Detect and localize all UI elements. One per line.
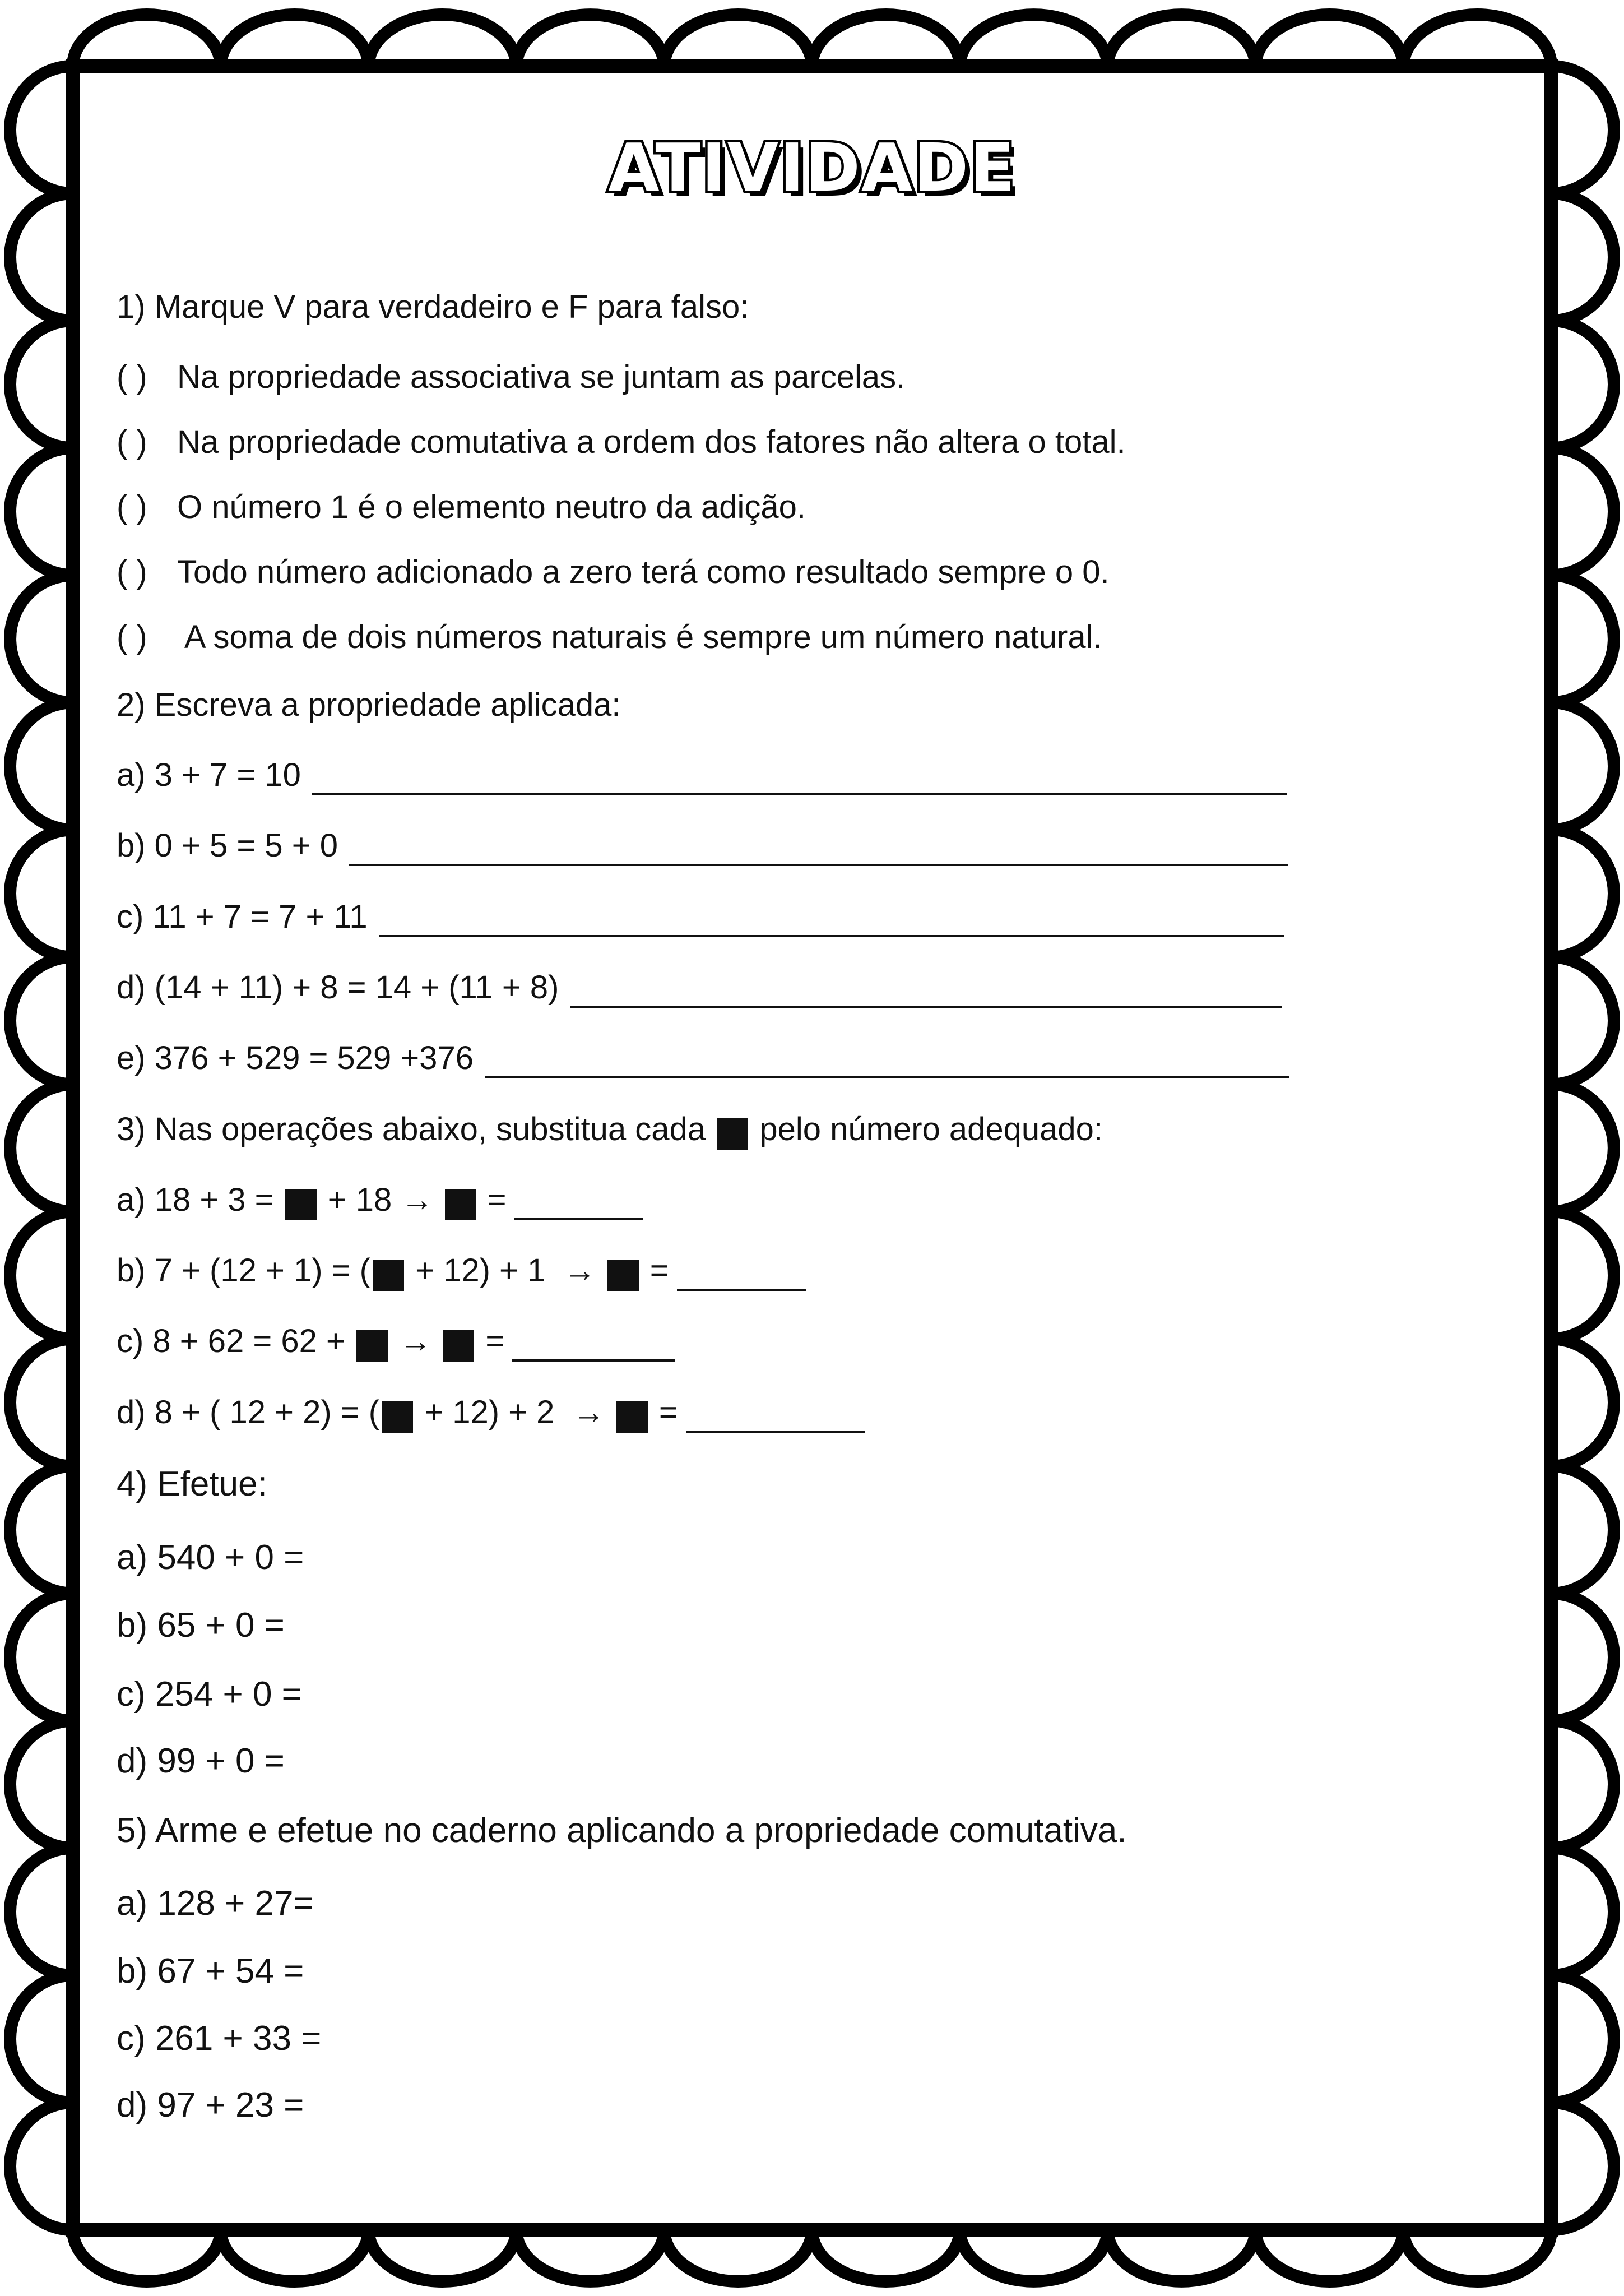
- q1-item-text: A soma de dois números naturais é sempre um número natural.: [177, 619, 1102, 655]
- answer-parens: ( ): [117, 619, 147, 655]
- q1-item-text: Na propriedade associativa se juntam as parcelas.: [177, 359, 906, 395]
- black-square-icon: [443, 1330, 474, 1362]
- q3-heading-start: 3) Nas operações abaixo, substitua cada: [117, 1111, 706, 1147]
- answer-line: [677, 1256, 806, 1291]
- q3-text: a) 18 + 3 =: [117, 1182, 274, 1218]
- q3-heading: [117, 1109, 1103, 1150]
- q2-expression: d) (14 + 11) + 8 = 14 + (11 + 8): [117, 969, 559, 1006]
- q1-item-text: O número 1 é o elemento neutro da adição.: [177, 489, 806, 525]
- answer-parens: ( ): [117, 489, 147, 525]
- answer-line: [512, 1327, 675, 1362]
- answer-line: [686, 1398, 865, 1433]
- q2-item-d: [117, 968, 1282, 1008]
- q2-item-b: [117, 826, 1288, 866]
- q5-item-b: b) 67 + 54 =: [117, 1952, 304, 1991]
- black-square-icon: [373, 1260, 404, 1291]
- q2-heading: 2) Escreva a propriedade aplicada:: [117, 687, 621, 723]
- answer-parens: ( ): [117, 424, 147, 460]
- q1-item-5: [117, 617, 1102, 658]
- q5-item-c: c) 261 + 33 =: [117, 2019, 322, 2058]
- q1-item-text: Todo número adicionado a zero terá como resultado sempre o 0.: [177, 554, 1110, 590]
- q1-item-text: Na propriedade comutativa a ordem dos fatores não altera o total.: [177, 424, 1126, 460]
- q3-item-b: [117, 1251, 806, 1291]
- answer-parens: ( ): [117, 554, 147, 590]
- page-title: ATIVIDADE: [608, 129, 1016, 206]
- black-square-icon: [285, 1189, 317, 1220]
- q2-expression: c) 11 + 7 = 7 + 11: [117, 899, 368, 935]
- q1-item-2: [117, 422, 1126, 462]
- q5-item-d: d) 97 + 23 =: [117, 2086, 304, 2124]
- q4-item-a: a) 540 + 0 =: [117, 1538, 304, 1577]
- q3-text: b) 7 + (12 + 1) = (: [117, 1252, 370, 1289]
- q1-item-4: [117, 552, 1110, 592]
- q3-text: →: [399, 1323, 432, 1359]
- answer-line: [312, 761, 1287, 795]
- black-square-icon: [382, 1401, 413, 1433]
- answer-line: [349, 831, 1288, 866]
- q2-item-a: [117, 755, 1287, 795]
- q3-item-a: [117, 1180, 643, 1220]
- q2-expression: b) 0 + 5 = 5 + 0: [117, 827, 338, 864]
- q3-item-c: [117, 1321, 675, 1362]
- q3-text: + 12) + 2 →: [424, 1394, 605, 1431]
- answer-line: [379, 902, 1284, 937]
- q1-item-3: [117, 487, 806, 527]
- q3-heading-end: pelo número adequado:: [759, 1111, 1103, 1147]
- q5-heading: 5) Arme e efetue no caderno aplicando a propriedade comutativa.: [117, 1811, 1127, 1850]
- q2-item-c: [117, 897, 1284, 937]
- answer-parens: ( ): [117, 359, 147, 395]
- black-square-icon: [445, 1189, 476, 1220]
- q3-text: c) 8 + 62 = 62 +: [117, 1323, 345, 1359]
- q2-item-e: [117, 1038, 1289, 1078]
- q3-text: =: [658, 1394, 678, 1431]
- q4-item-c: c) 254 + 0 =: [117, 1675, 302, 1714]
- black-square-icon: [607, 1260, 639, 1291]
- black-square-icon: [356, 1330, 388, 1362]
- answer-line: [485, 1044, 1289, 1078]
- black-square-icon: [616, 1401, 648, 1433]
- q2-expression: a) 3 + 7 = 10: [117, 757, 301, 793]
- q3-text: =: [649, 1252, 669, 1289]
- q1-item-1: [117, 357, 905, 397]
- q4-item-d: d) 99 + 0 =: [117, 1742, 285, 1780]
- q4-item-b: b) 65 + 0 =: [117, 1606, 285, 1645]
- q3-text: + 18 →: [327, 1182, 434, 1218]
- q3-text: + 12) + 1 →: [415, 1252, 596, 1289]
- q4-heading: 4) Efetue:: [117, 1465, 267, 1503]
- q5-item-a: a) 128 + 27=: [117, 1884, 314, 1923]
- q3-text: d) 8 + ( 12 + 2) = (: [117, 1394, 380, 1431]
- q1-heading: 1) Marque V para verdadeiro e F para falso:: [117, 289, 749, 325]
- answer-line: [514, 1186, 643, 1220]
- q2-expression: e) 376 + 529 = 529 +376: [117, 1040, 474, 1076]
- q3-text: =: [487, 1182, 507, 1218]
- answer-line: [570, 973, 1282, 1008]
- q3-item-d: [117, 1392, 865, 1433]
- q3-text: =: [485, 1323, 505, 1359]
- black-square-icon: [717, 1118, 748, 1150]
